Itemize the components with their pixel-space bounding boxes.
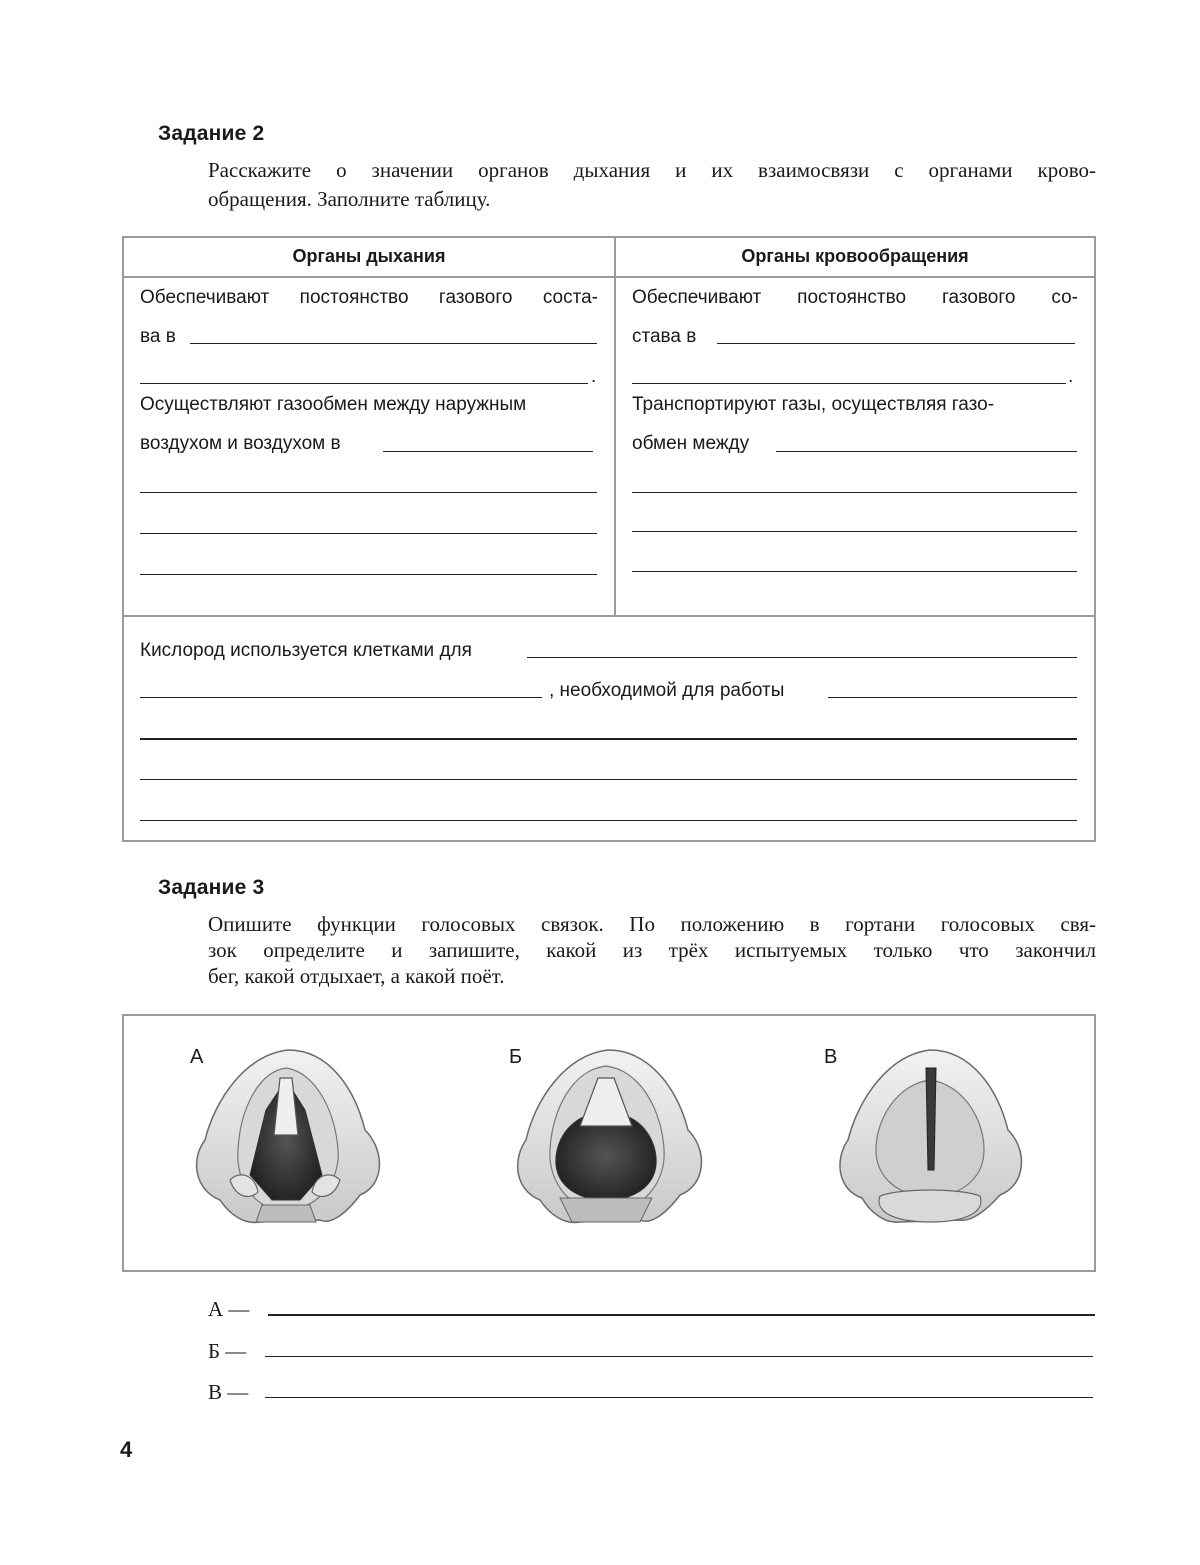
right-cell-dot: . xyxy=(1068,366,1074,387)
left-cell-line3: Осуществляют газообмен между наружным xyxy=(140,394,527,415)
figure-label-b: Б xyxy=(509,1046,523,1068)
task2-title: Задание 2 xyxy=(158,122,265,145)
task2-text-line2: обращения. Заполните таблицу. xyxy=(208,187,491,211)
task2-text-line1: Расскажите о значении органов дыхания и их взаимосвязи с органами крово- xyxy=(208,158,1096,182)
answer-blank-b[interactable] xyxy=(265,1356,1093,1357)
larynx-a-icon xyxy=(197,1050,380,1223)
task3-title: Задание 3 xyxy=(158,876,265,899)
answer-label-c: В — xyxy=(208,1380,249,1404)
right-cell-line4: обмен между xyxy=(632,433,750,454)
page-number: 4 xyxy=(120,1437,133,1462)
left-cell-dot: . xyxy=(591,366,597,387)
task3-text-line3: бег, какой отдыхает, а какой поёт. xyxy=(208,964,505,988)
answer-label-b: Б — xyxy=(208,1339,247,1363)
bottom-row-line1: Кислород используется клетками для xyxy=(140,640,472,661)
answer-blank-a[interactable] xyxy=(268,1314,1095,1316)
bottom-row-line2: , необходимой для работы xyxy=(549,680,785,701)
answer-label-a: А — xyxy=(208,1297,250,1321)
left-cell-line4: воздухом и воздухом в xyxy=(140,433,341,454)
answer-blank-c[interactable] xyxy=(265,1397,1093,1398)
figure-label-a: А xyxy=(190,1046,204,1068)
left-cell-line2: ва в xyxy=(140,326,176,347)
right-cell-line2: става в xyxy=(632,326,697,347)
task3-text-line1: Опишите функции голосовых связок. По положению в гортани голосовых свя- xyxy=(208,912,1096,936)
right-cell-line3: Транспортируют газы, осуществляя газо- xyxy=(632,394,995,415)
figure-label-c: В xyxy=(824,1046,838,1068)
left-cell-line1: Обеспечивают постоянство газового соста- xyxy=(140,287,598,308)
table-header-circulatory: Органы кровообращения xyxy=(741,246,969,266)
larynx-c-icon xyxy=(840,1050,1022,1222)
right-cell-line1: Обеспечивают постоянство газового со- xyxy=(632,287,1078,308)
task3-text-line2: зок определите и запишите, какой из трёх испытуемых только что закончил xyxy=(208,938,1096,962)
table-header-respiratory: Органы дыхания xyxy=(292,246,446,266)
larynx-b-icon xyxy=(518,1050,702,1223)
